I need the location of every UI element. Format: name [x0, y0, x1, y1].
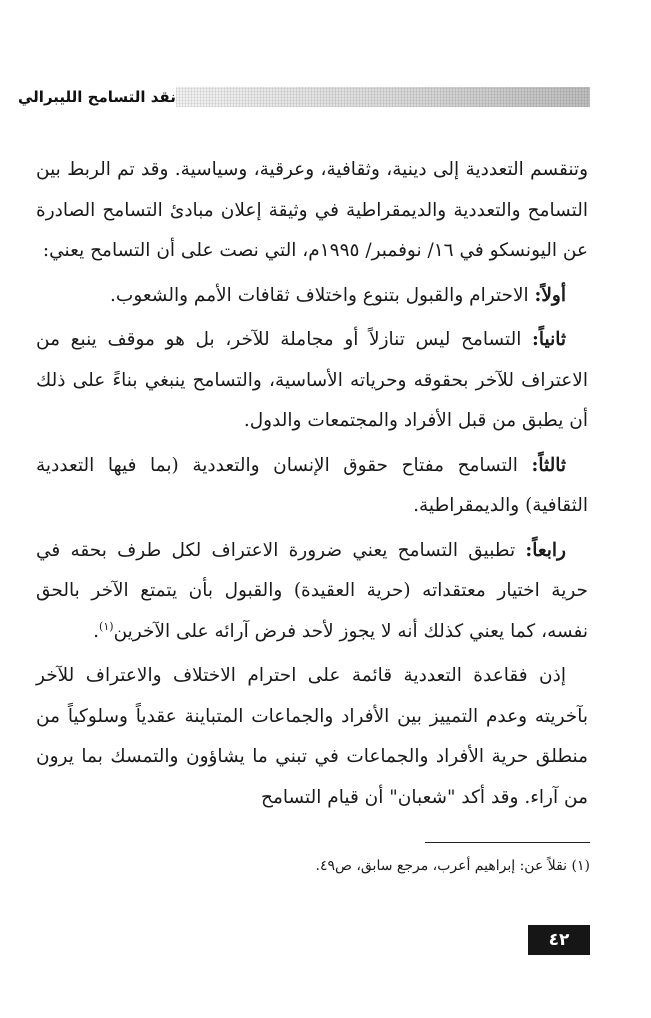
header-decorative-band: [176, 87, 590, 107]
paragraph-second-point: [36, 320, 588, 442]
paragraph-first-point: [36, 276, 588, 317]
point-text-second: التسامح ليس تنازلاً أو مجاملة للآخر، بل هو موقف ينبع من الاعتراف للآخر بحقوقه وحرياته الأساسية، والتسامح ينبغي بناءً على ذلك أن يطبق من قبل الأفراد والمجتمعات والدول.: [36, 329, 588, 431]
point-text-first: الاحترام والقبول بتنوع واختلاف ثقافات الأمم والشعوب.: [110, 284, 535, 306]
point-text-fourth: تطبيق التسامح يعني ضرورة الاعتراف لكل طرف بحقه في حرية اختيار معتقداته (حرية العقيدة) والقبول بأن يتمتع الآخر بالحق نفسه، كما يعني كذلك أنه لا يجوز لأحد فرض آرائه على الآخرين: [36, 539, 588, 642]
point-label-third: ثالثاً:: [531, 454, 566, 476]
running-header: [10, 84, 590, 110]
main-text: [36, 150, 588, 822]
running-header-title: نقد التسامح الليبرالي: [18, 88, 176, 106]
paragraph-intro: وتنقسم التعددية إلى دينية، وثقافية، وعرقية، وسياسية. وقد تم الربط بين التسامح والتعددية والديمقراطية في وثيقة إعلان مبادئ التسامح الصادرة عن اليونسكو في ١٦/ نوفمبر/ ١٩٩٥م، التي نصت على أن التسامح يعني:: [36, 159, 588, 261]
point-label-second: ثانياً:: [532, 329, 566, 350]
footnote-reference: (١): [99, 619, 114, 633]
footnote: (١) نقلاً عن: إبراهيم أعرب، مرجع سابق، ص٤٩.: [315, 858, 590, 874]
point-label-first: أولاً:: [534, 284, 566, 306]
paragraph-third-point: [36, 446, 588, 527]
point-text-third: التسامح مفتاح حقوق الإنسان والتعددية (بما فيها التعددية الثقافية) والديمقراطية.: [36, 454, 588, 516]
footnote-divider: [425, 842, 590, 843]
point-label-fourth: رابعاً:: [525, 539, 566, 561]
page-number: ٤٢: [528, 925, 590, 955]
paragraph-conclusion: إذن فقاعدة التعددية قائمة على احترام الاختلاف والاعتراف للآخر بآخريته وعدم التمييز بين الأفراد والجماعات المتباينة عقدياً وسلوكياً من منطلق حرية الأفراد والجماعات في تبني ما يشاؤون والتمسك بما يرون من آراء. وقد أكد "شعبان" أن قيام التسامح: [36, 665, 588, 808]
paragraph-fourth-point: [36, 531, 588, 653]
sentence-end: .: [93, 620, 100, 642]
